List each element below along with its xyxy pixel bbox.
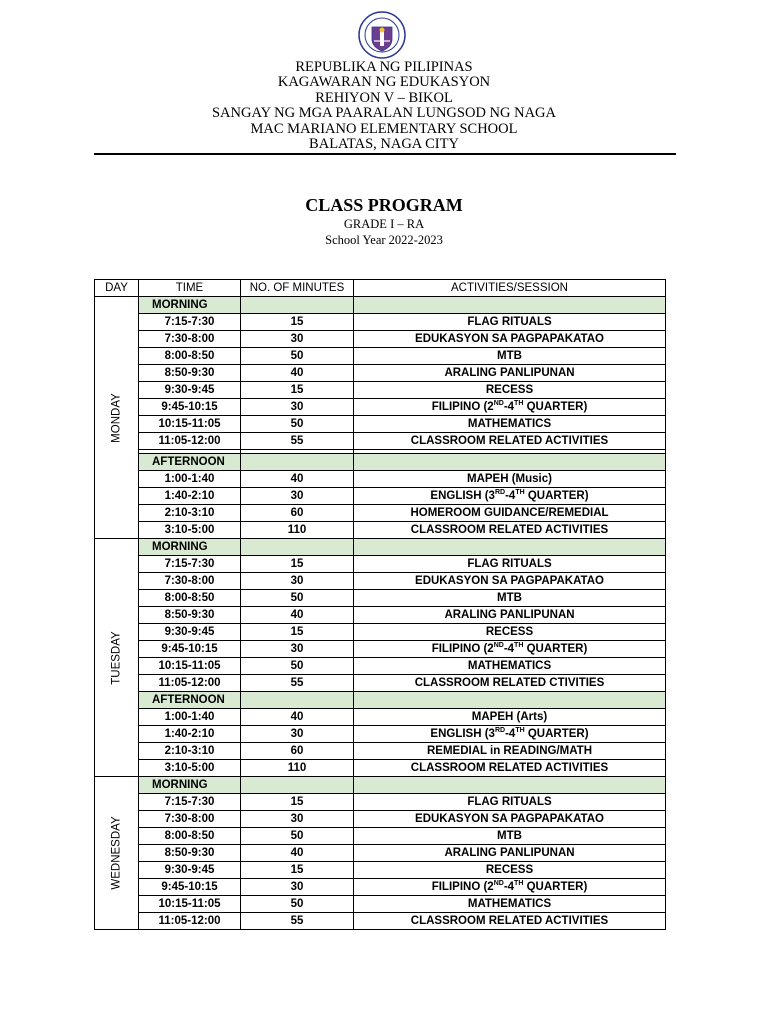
activity-cell: MTB xyxy=(354,348,666,365)
table-row xyxy=(95,382,666,399)
time-cell: 10:15-11:05 xyxy=(139,658,241,675)
table-row xyxy=(95,573,666,590)
section-fill xyxy=(354,777,666,794)
time-cell: 11:05-12:00 xyxy=(139,433,241,450)
table-row xyxy=(95,641,666,658)
minutes-cell: 110 xyxy=(241,522,354,539)
day-label: TUESDAY xyxy=(110,630,122,685)
table-row xyxy=(95,624,666,641)
time-cell: 9:45-10:15 xyxy=(139,879,241,896)
activity-cell: ARALING PANLIPUNAN xyxy=(354,607,666,624)
activity-cell: MATHEMATICS xyxy=(354,416,666,433)
table-row xyxy=(95,556,666,573)
table-row xyxy=(95,828,666,845)
minutes-cell: 50 xyxy=(241,416,354,433)
minutes-cell: 30 xyxy=(241,879,354,896)
section-fill xyxy=(241,297,354,314)
section-row xyxy=(95,539,666,556)
table-row xyxy=(95,811,666,828)
activity-cell: RECESS xyxy=(354,624,666,641)
ordinal-suffix: RD xyxy=(494,488,506,496)
table-row xyxy=(95,399,666,416)
minutes-cell: 110 xyxy=(241,760,354,777)
table-row xyxy=(95,794,666,811)
activity-cell: ARALING PANLIPUNAN xyxy=(354,365,666,382)
minutes-cell: 55 xyxy=(241,675,354,692)
table-row xyxy=(95,314,666,331)
time-cell: 9:45-10:15 xyxy=(139,641,241,658)
time-cell: 8:00-8:50 xyxy=(139,590,241,607)
activity-cell: ARALING PANLIPUNAN xyxy=(354,845,666,862)
section-row xyxy=(95,297,666,314)
activity-cell: FLAG RITUALS xyxy=(354,314,666,331)
activity-cell xyxy=(354,641,666,658)
activity-cell xyxy=(354,726,666,743)
section-row xyxy=(95,454,666,471)
header-divider xyxy=(94,153,676,155)
minutes-cell: 50 xyxy=(241,658,354,675)
activity-cell: RECESS xyxy=(354,862,666,879)
time-cell: 2:10-3:10 xyxy=(139,505,241,522)
table-row xyxy=(95,913,666,930)
activity-text: QUARTER) xyxy=(523,880,588,893)
table-row xyxy=(95,760,666,777)
activity-text: FILIPINO (2 xyxy=(431,400,494,413)
table-body xyxy=(95,297,666,930)
activity-cell: MTB xyxy=(354,828,666,845)
minutes-cell: 30 xyxy=(241,641,354,658)
table-row xyxy=(95,488,666,505)
activity-text: QUARTER) xyxy=(524,727,589,740)
activity-cell: CLASSROOM RELATED ACTIVITIES xyxy=(354,760,666,777)
activity-text: -4 xyxy=(503,880,515,893)
time-cell: 8:00-8:50 xyxy=(139,348,241,365)
letterhead-line: SANGAY NG MGA PAARALAN LUNGSOD NG NAGA xyxy=(211,105,556,122)
section-fill xyxy=(241,777,354,794)
activity-text: FILIPINO (2 xyxy=(431,880,494,893)
day-label: MONDAY xyxy=(110,392,122,443)
day-label: WEDNESDAY xyxy=(110,816,122,890)
minutes-cell: 50 xyxy=(241,896,354,913)
time-cell: 8:50-9:30 xyxy=(139,845,241,862)
table-row xyxy=(95,416,666,433)
table-row xyxy=(95,607,666,624)
deped-seal-logo xyxy=(358,11,406,59)
section-fill xyxy=(354,539,666,556)
time-cell: 9:30-9:45 xyxy=(139,382,241,399)
section-label: MORNING xyxy=(139,297,241,314)
table-row xyxy=(95,331,666,348)
column-header-day: DAY xyxy=(95,280,139,297)
minutes-cell: 55 xyxy=(241,913,354,930)
minutes-cell: 30 xyxy=(241,811,354,828)
time-cell: 1:00-1:40 xyxy=(139,471,241,488)
time-cell: 7:30-8:00 xyxy=(139,331,241,348)
time-cell: 10:15-11:05 xyxy=(139,896,241,913)
time-cell: 11:05-12:00 xyxy=(139,913,241,930)
time-cell: 2:10-3:10 xyxy=(139,743,241,760)
section-label: AFTERNOON xyxy=(139,454,241,471)
minutes-cell: 40 xyxy=(241,471,354,488)
activity-text: QUARTER) xyxy=(523,400,588,413)
minutes-cell: 60 xyxy=(241,505,354,522)
minutes-cell: 30 xyxy=(241,399,354,416)
letterhead-line: MAC MARIANO ELEMENTARY SCHOOL xyxy=(250,120,518,137)
time-cell: 7:30-8:00 xyxy=(139,573,241,590)
minutes-cell: 40 xyxy=(241,607,354,624)
minutes-cell: 15 xyxy=(241,556,354,573)
activity-text: -4 xyxy=(503,642,515,655)
grade-section: GRADE I – RA xyxy=(343,217,425,231)
section-label: AFTERNOON xyxy=(139,692,241,709)
table-row xyxy=(95,709,666,726)
minutes-cell: 50 xyxy=(241,828,354,845)
time-cell: 9:30-9:45 xyxy=(139,862,241,879)
column-header-minutes: NO. OF MINUTES xyxy=(241,280,354,297)
activity-text: -4 xyxy=(505,489,516,502)
ordinal-suffix: ND xyxy=(493,399,504,407)
time-cell: 1:40-2:10 xyxy=(139,726,241,743)
minutes-cell: 30 xyxy=(241,573,354,590)
table-row xyxy=(95,505,666,522)
activity-cell: MTB xyxy=(354,590,666,607)
activity-cell xyxy=(354,879,666,896)
activity-cell: MATHEMATICS xyxy=(354,896,666,913)
time-cell: 7:15-7:30 xyxy=(139,314,241,331)
time-cell: 3:10-5:00 xyxy=(139,522,241,539)
letterhead-line: REHIYON V – BIKOL xyxy=(315,89,453,106)
activity-text: ENGLISH (3 xyxy=(430,727,495,740)
minutes-cell: 55 xyxy=(241,433,354,450)
time-cell: 7:15-7:30 xyxy=(139,794,241,811)
section-fill xyxy=(241,454,354,471)
section-label: MORNING xyxy=(139,539,241,556)
minutes-cell: 40 xyxy=(241,845,354,862)
activity-cell: REMEDIAL in READING/MATH xyxy=(354,743,666,760)
table-row xyxy=(95,862,666,879)
day-cell xyxy=(95,297,139,539)
time-cell: 8:50-9:30 xyxy=(139,607,241,624)
activity-cell: EDUKASYON SA PAGPAPAKATAO xyxy=(354,573,666,590)
table-row xyxy=(95,879,666,896)
activity-text: QUARTER) xyxy=(523,642,588,655)
table-row xyxy=(95,726,666,743)
table-row xyxy=(95,845,666,862)
time-cell: 8:00-8:50 xyxy=(139,828,241,845)
section-row xyxy=(95,692,666,709)
school-year: School Year 2022-2023 xyxy=(325,233,443,247)
minutes-cell: 30 xyxy=(241,331,354,348)
ordinal-suffix: ND xyxy=(493,641,504,649)
minutes-cell: 40 xyxy=(241,709,354,726)
table-row xyxy=(95,658,666,675)
activity-cell: RECESS xyxy=(354,382,666,399)
minutes-cell: 50 xyxy=(241,348,354,365)
minutes-cell: 30 xyxy=(241,726,354,743)
minutes-cell: 30 xyxy=(241,488,354,505)
activity-cell: CLASSROOM RELATED CTIVITIES xyxy=(354,675,666,692)
letterhead-line: BALATAS, NAGA CITY xyxy=(309,136,459,153)
minutes-cell: 60 xyxy=(241,743,354,760)
time-cell: 1:00-1:40 xyxy=(139,709,241,726)
table-row xyxy=(95,675,666,692)
letterhead-line: REPUBLIKA NG PILIPINAS xyxy=(295,59,473,75)
time-cell: 9:30-9:45 xyxy=(139,624,241,641)
ordinal-suffix: TH xyxy=(514,399,524,407)
activity-text: ENGLISH (3 xyxy=(430,489,495,502)
section-label: MORNING xyxy=(139,777,241,794)
day-cell xyxy=(95,777,139,930)
ordinal-suffix: TH xyxy=(515,726,525,734)
activity-cell: CLASSROOM RELATED ACTIVITIES xyxy=(354,913,666,930)
letterhead-line: KAGAWARAN NG EDUKASYON xyxy=(277,74,491,91)
class-program-table xyxy=(94,279,666,930)
table-row xyxy=(95,896,666,913)
section-fill xyxy=(354,454,666,471)
activity-text: FILIPINO (2 xyxy=(431,642,494,655)
ordinal-suffix: ND xyxy=(493,879,504,887)
day-cell xyxy=(95,539,139,777)
table-row xyxy=(95,522,666,539)
ordinal-suffix: TH xyxy=(514,641,524,649)
section-fill xyxy=(354,297,666,314)
ordinal-suffix: TH xyxy=(515,488,525,496)
minutes-cell: 15 xyxy=(241,794,354,811)
activity-cell: MATHEMATICS xyxy=(354,658,666,675)
section-fill xyxy=(241,692,354,709)
minutes-cell: 40 xyxy=(241,365,354,382)
letterhead xyxy=(0,60,768,152)
activity-cell: EDUKASYON SA PAGPAPAKATAO xyxy=(354,811,666,828)
time-cell: 7:30-8:00 xyxy=(139,811,241,828)
minutes-cell: 15 xyxy=(241,624,354,641)
table-row xyxy=(95,590,666,607)
time-cell: 8:50-9:30 xyxy=(139,365,241,382)
minutes-cell: 15 xyxy=(241,382,354,399)
table-row xyxy=(95,365,666,382)
activity-text: -4 xyxy=(503,400,515,413)
table-row xyxy=(95,743,666,760)
activity-text: -4 xyxy=(505,727,516,740)
minutes-cell: 15 xyxy=(241,862,354,879)
time-cell: 1:40-2:10 xyxy=(139,488,241,505)
table-row xyxy=(95,433,666,450)
activity-cell: MAPEH (Music) xyxy=(354,471,666,488)
activity-cell: EDUKASYON SA PAGPAPAKATAO xyxy=(354,331,666,348)
activity-cell: CLASSROOM RELATED ACTIVITIES xyxy=(354,522,666,539)
table-row xyxy=(95,471,666,488)
document-title: CLASS PROGRAM xyxy=(305,195,463,215)
section-fill xyxy=(354,692,666,709)
document-title-block xyxy=(0,194,768,248)
activity-cell xyxy=(354,399,666,416)
table-header-row xyxy=(95,280,666,297)
minutes-cell: 15 xyxy=(241,314,354,331)
section-row xyxy=(95,777,666,794)
activity-cell: FLAG RITUALS xyxy=(354,794,666,811)
column-header-activities: ACTIVITIES/SESSION xyxy=(354,280,666,297)
minutes-cell: 50 xyxy=(241,590,354,607)
ordinal-suffix: TH xyxy=(514,879,524,887)
time-cell: 10:15-11:05 xyxy=(139,416,241,433)
time-cell: 9:45-10:15 xyxy=(139,399,241,416)
activity-cell: FLAG RITUALS xyxy=(354,556,666,573)
time-cell: 11:05-12:00 xyxy=(139,675,241,692)
time-cell: 3:10-5:00 xyxy=(139,760,241,777)
time-cell: 7:15-7:30 xyxy=(139,556,241,573)
activity-cell: MAPEH (Arts) xyxy=(354,709,666,726)
activity-cell xyxy=(354,488,666,505)
ordinal-suffix: RD xyxy=(494,726,506,734)
section-fill xyxy=(241,539,354,556)
activity-cell: HOMEROOM GUIDANCE/REMEDIAL xyxy=(354,505,666,522)
activity-cell: CLASSROOM RELATED ACTIVITIES xyxy=(354,433,666,450)
table-row xyxy=(95,348,666,365)
activity-text: QUARTER) xyxy=(524,489,589,502)
column-header-time: TIME xyxy=(139,280,241,297)
